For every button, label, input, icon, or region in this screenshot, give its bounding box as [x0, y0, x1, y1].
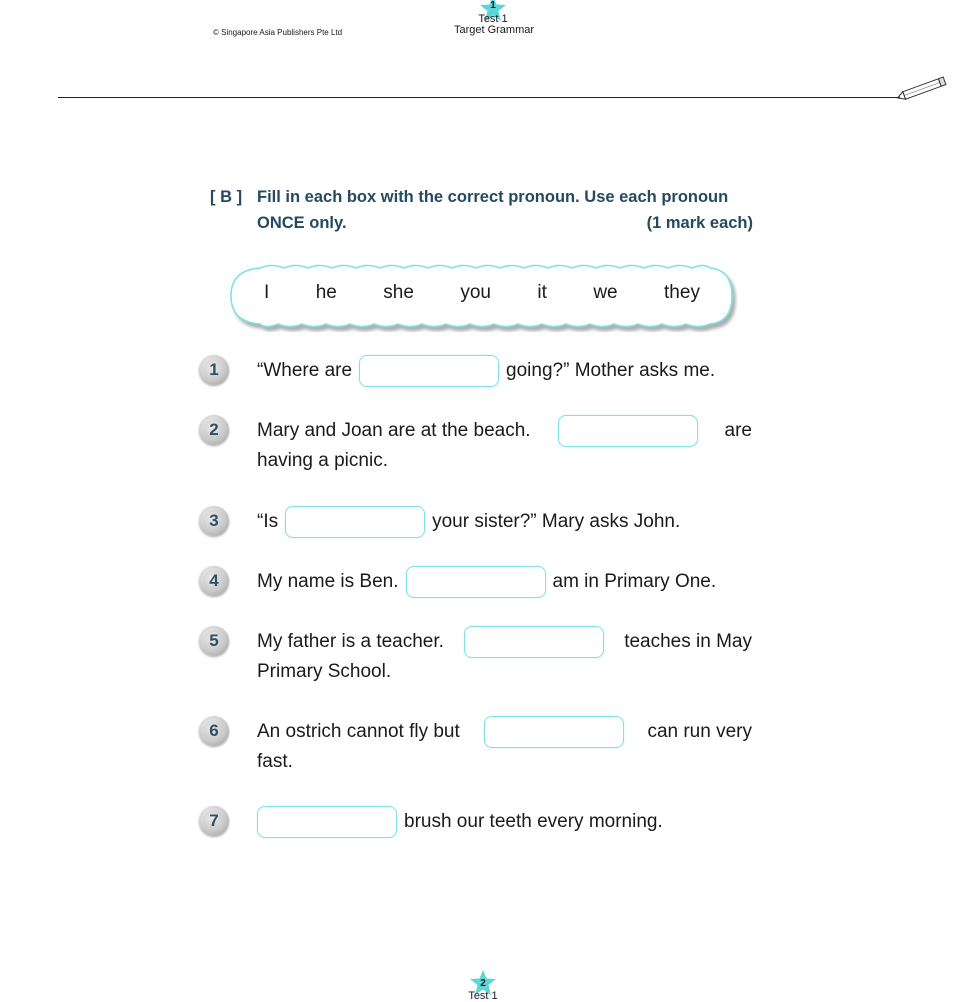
question-text	[257, 806, 759, 838]
word-bank-item: it	[537, 282, 547, 303]
question-text-after: am in Primary One.	[552, 571, 717, 592]
page-subtitle: Target Grammar	[453, 24, 535, 36]
question-number: 4	[203, 570, 225, 592]
page-number: 2	[480, 978, 486, 989]
question-text-after: your sister?” Mary asks John.	[432, 511, 681, 532]
question-text-after: can run very	[647, 721, 752, 742]
answer-box-6[interactable]	[484, 716, 624, 748]
question-number-badge	[199, 716, 229, 746]
word-bank-item: we	[593, 282, 618, 303]
question-number-badge	[199, 506, 229, 536]
section-tag: [ B ]	[210, 188, 243, 206]
question-number: 7	[203, 810, 225, 832]
question-text-before: My father is a teacher.	[257, 631, 444, 652]
question-text-continuation: having a picnic.	[257, 450, 388, 471]
test-label: Test 1	[478, 13, 508, 25]
answer-box-1[interactable]	[359, 355, 499, 387]
instruction-line-1: Fill in each box with the correct pronoun. Use each pronoun	[257, 188, 729, 206]
question-text	[257, 415, 752, 447]
question-text-before: My name is Ben.	[257, 571, 399, 592]
question-text	[257, 355, 759, 387]
question-number-badge	[199, 626, 229, 656]
question-number: 3	[203, 510, 225, 532]
word-bank-item: you	[460, 282, 491, 303]
question-number: 6	[203, 720, 225, 742]
answer-box-7[interactable]	[257, 806, 397, 838]
test-label: Test 1	[468, 990, 498, 1002]
marks-note: (1 mark each)	[646, 214, 753, 232]
word-bank-item: he	[315, 282, 337, 303]
question-6	[199, 716, 759, 778]
question-text-continuation: fast.	[257, 751, 293, 772]
question-number: 2	[203, 419, 225, 441]
word-bank-item: I	[264, 282, 270, 303]
word-bank-item: she	[383, 282, 414, 303]
question-number: 5	[203, 630, 225, 652]
question-text	[257, 716, 752, 748]
question-number: 1	[203, 359, 225, 381]
header-divider	[58, 97, 902, 98]
question-text-before: “Where are	[257, 360, 353, 381]
answer-box-5[interactable]	[464, 626, 604, 658]
question-number-badge	[199, 355, 229, 385]
question-text-after: teaches in May	[624, 631, 752, 652]
page-number: 1	[490, 0, 496, 11]
question-text-after: brush our teeth every morning.	[404, 811, 663, 832]
question-number-badge	[199, 566, 229, 596]
question-text-continuation: Primary School.	[257, 661, 392, 682]
answer-box-4[interactable]	[406, 566, 546, 598]
question-text-before: Mary and Joan are at the beach.	[257, 420, 531, 441]
question-number-badge	[199, 806, 229, 836]
question-text	[257, 506, 759, 538]
question-text	[257, 566, 759, 598]
copyright-text: © Singapore Asia Publishers Pte Ltd	[213, 28, 343, 37]
answer-box-2[interactable]	[558, 415, 698, 447]
question-text-before: An ostrich cannot fly but	[257, 721, 460, 742]
question-text	[257, 626, 752, 658]
word-bank-item: they	[664, 282, 700, 303]
word-bank-list	[262, 282, 722, 304]
question-text-before: “Is	[257, 511, 279, 532]
instruction-line-2: ONCE only.	[257, 214, 347, 232]
answer-box-3[interactable]	[285, 506, 425, 538]
pencil-icon	[895, 76, 950, 102]
question-number-badge	[199, 415, 229, 445]
question-text-after: are	[724, 420, 752, 441]
question-text-after: going?” Mother asks me.	[506, 360, 716, 381]
question-5	[199, 626, 759, 688]
question-2	[199, 415, 759, 477]
